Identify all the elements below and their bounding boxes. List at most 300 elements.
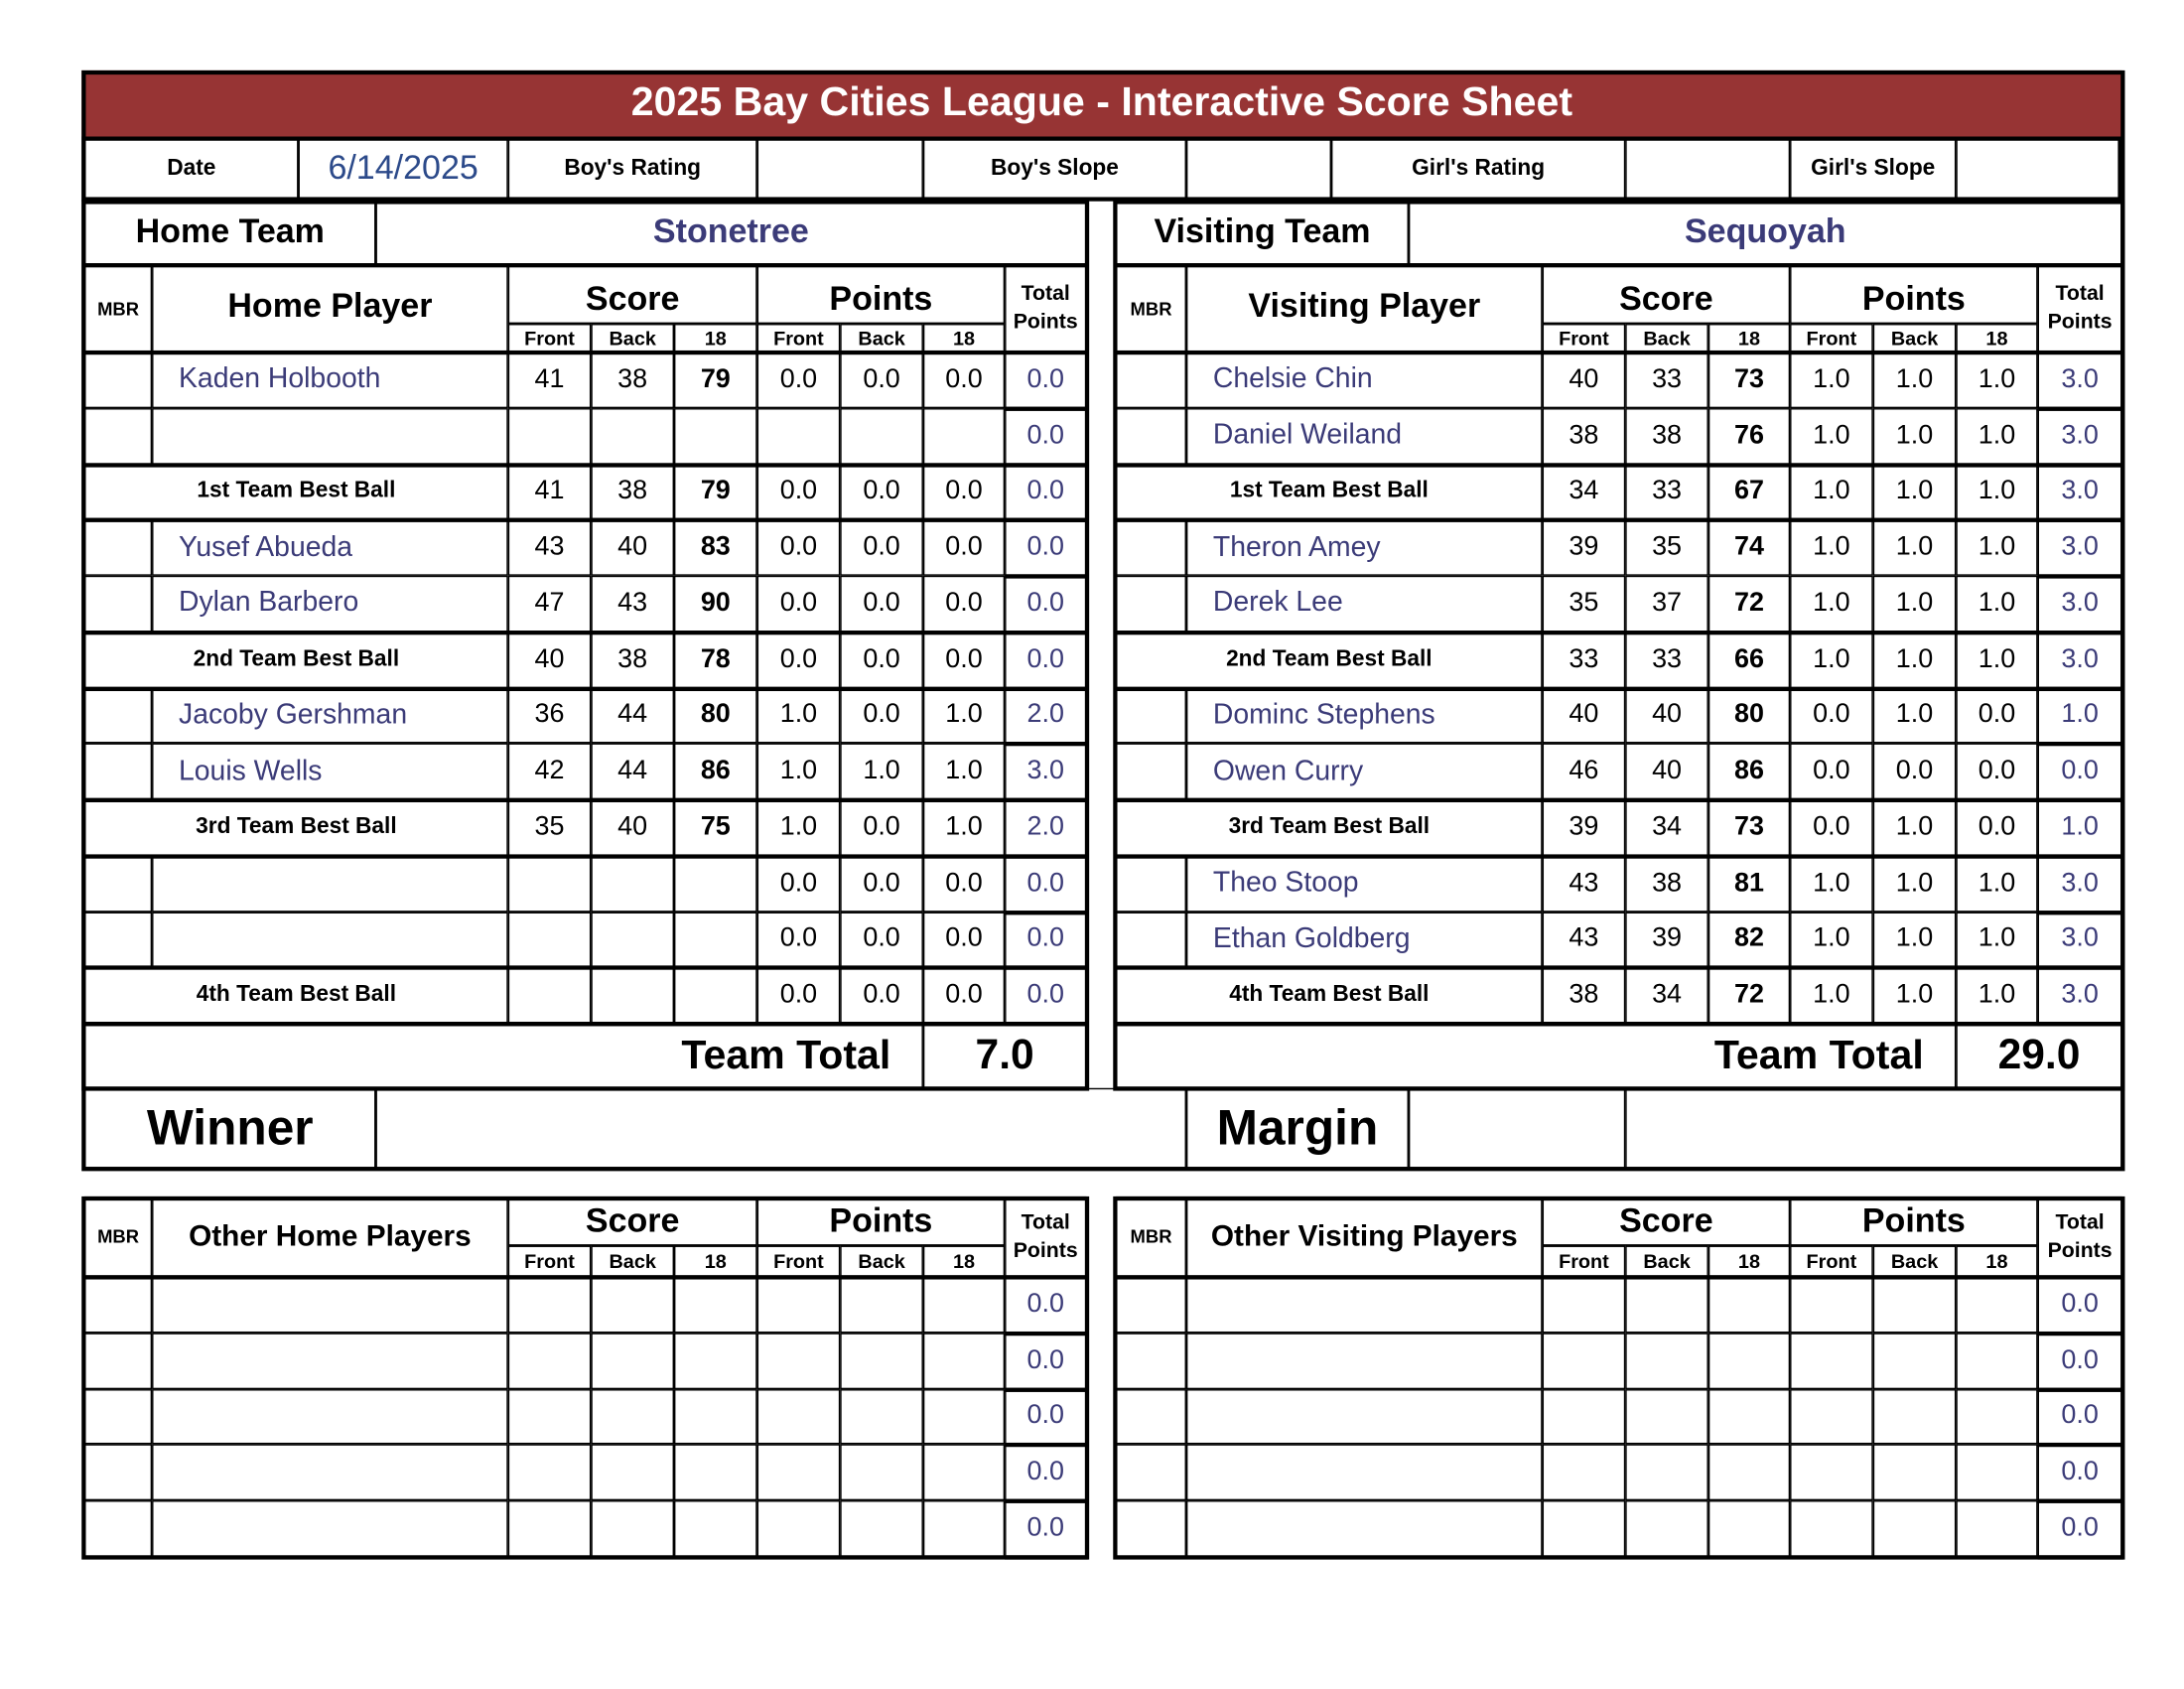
home-pf-cell: 0.0 — [757, 519, 841, 575]
other_home-score-cell — [840, 1277, 923, 1333]
visiting-sub-header-eighteen: 18 — [1708, 324, 1790, 352]
home-p18-cell: 0.0 — [923, 967, 1005, 1023]
visiting-player-name[interactable]: Ethan Goldberg — [1186, 912, 1543, 967]
other_visiting-total-points-cell: 0.0 — [2038, 1277, 2122, 1333]
home-pb-cell: 0.0 — [840, 912, 923, 967]
home-pf-cell: 1.0 — [757, 799, 841, 855]
other_home-total-points-header — [1005, 1196, 1086, 1277]
visiting-pb-cell: 1.0 — [1873, 856, 1957, 912]
other_visiting-player-name[interactable] — [1186, 1389, 1543, 1445]
margin-field[interactable] — [1409, 1088, 1625, 1169]
visiting-back-cell[interactable]: 38 — [1625, 408, 1708, 464]
visiting-pf-cell: 1.0 — [1790, 519, 1873, 575]
visiting-player-name[interactable]: Owen Curry — [1186, 744, 1543, 799]
visiting-score-header: Score — [1543, 264, 1790, 324]
visiting-front-cell[interactable]: 38 — [1543, 967, 1626, 1023]
home-pf-cell: 0.0 — [757, 967, 841, 1023]
visiting-team-best-ball-label: 1st Team Best Ball — [1116, 464, 1543, 519]
home-pf-cell: 0.0 — [757, 912, 841, 967]
home-p18-cell: 1.0 — [923, 799, 1005, 855]
visiting-pb-cell: 1.0 — [1873, 464, 1957, 519]
other_home-score-cell — [923, 1277, 1005, 1333]
other_home-points-header: Points — [757, 1196, 1005, 1246]
visiting-team-total-value: 29.0 — [1956, 1024, 2121, 1088]
home-player-name[interactable]: Louis Wells — [152, 744, 508, 799]
other_visiting-sub-header-back: Back — [1873, 1246, 1957, 1277]
home-t18-cell: 83 — [674, 519, 757, 575]
home-front-cell[interactable]: 35 — [508, 799, 592, 855]
visiting-total-points-cell: 1.0 — [2038, 687, 2122, 743]
other_visiting-score-cell — [1873, 1445, 1957, 1500]
visiting-mbr-cell[interactable] — [1116, 912, 1186, 967]
total-points-header-line: Points — [1013, 309, 1078, 334]
winner-field[interactable] — [375, 1088, 1185, 1169]
other_home-score-cell — [923, 1333, 1005, 1388]
other_home-score-cell — [840, 1500, 923, 1556]
visiting-pb-cell: 1.0 — [1873, 687, 1957, 743]
visiting-back-cell[interactable]: 40 — [1625, 687, 1708, 743]
home-back-cell[interactable] — [591, 967, 674, 1023]
other_visiting-score-cell[interactable] — [1625, 1445, 1708, 1500]
boys-slope-field[interactable] — [1186, 137, 1331, 201]
other_home-mbr-cell[interactable] — [84, 1445, 152, 1500]
other_home-score-cell — [674, 1445, 757, 1500]
other_visiting-mbr-header: MBR — [1116, 1196, 1186, 1277]
home-player-name[interactable] — [152, 408, 508, 464]
other_home-score-cell — [674, 1277, 757, 1333]
home-back-cell[interactable]: 43 — [591, 576, 674, 632]
home-t18-cell — [674, 408, 757, 464]
boys-rating-label: Boy's Rating — [508, 137, 757, 201]
visiting-player-name[interactable]: Daniel Weiland — [1186, 408, 1543, 464]
visiting-sub-header-eighteen: 18 — [1956, 324, 2037, 352]
visiting-pb-cell: 1.0 — [1873, 408, 1957, 464]
visiting-pf-cell: 1.0 — [1790, 967, 1873, 1023]
home-player-name[interactable]: Dylan Barbero — [152, 576, 508, 632]
other_visiting-score-cell — [1873, 1500, 1957, 1556]
home-mbr-header: MBR — [84, 264, 152, 352]
other_visiting-total-points-header — [2038, 1196, 2122, 1277]
visiting-p18-cell: 1.0 — [1956, 856, 2037, 912]
winner-label: Winner — [84, 1088, 375, 1169]
home-mbr-cell[interactable] — [84, 856, 152, 912]
visiting-t18-cell: 66 — [1708, 632, 1790, 687]
home-total-points-cell: 2.0 — [1005, 687, 1086, 743]
visiting-pf-cell: 1.0 — [1790, 632, 1873, 687]
home-front-cell[interactable] — [508, 408, 592, 464]
visiting-pb-cell: 1.0 — [1873, 799, 1957, 855]
home-p18-cell: 0.0 — [923, 856, 1005, 912]
other_visiting-score-cell — [1873, 1277, 1957, 1333]
home-pb-cell: 0.0 — [840, 519, 923, 575]
home-team-total-value: 7.0 — [923, 1024, 1086, 1088]
other_visiting-score-cell — [1708, 1445, 1790, 1500]
visiting-front-cell[interactable]: 34 — [1543, 464, 1626, 519]
visiting-mbr-cell[interactable] — [1116, 352, 1186, 407]
visiting-back-cell[interactable]: 37 — [1625, 576, 1708, 632]
other_home-mbr-cell[interactable] — [84, 1500, 152, 1556]
other_home-score-cell — [923, 1445, 1005, 1500]
other_home-mbr-header: MBR — [84, 1196, 152, 1277]
visiting-t18-cell: 80 — [1708, 687, 1790, 743]
visiting-p18-cell: 1.0 — [1956, 352, 2037, 407]
visiting-total-points-cell: 3.0 — [2038, 408, 2122, 464]
other_visiting-score-cell — [1708, 1500, 1790, 1556]
other_home-score-cell[interactable] — [591, 1389, 674, 1445]
visiting-sub-header-front: Front — [1543, 324, 1626, 352]
visiting-mbr-cell[interactable] — [1116, 856, 1186, 912]
home-p18-cell: 0.0 — [923, 352, 1005, 407]
home-back-cell[interactable]: 38 — [591, 352, 674, 407]
home-pf-cell: 0.0 — [757, 464, 841, 519]
home-p18-cell — [923, 408, 1005, 464]
girls-rating-label: Girl's Rating — [1331, 137, 1625, 201]
other_visiting-players-header: Other Visiting Players — [1186, 1196, 1543, 1277]
margin-label: Margin — [1186, 1088, 1409, 1169]
home-front-cell[interactable]: 42 — [508, 744, 592, 799]
visiting-total-points-cell: 3.0 — [2038, 632, 2122, 687]
home-pb-cell: 0.0 — [840, 856, 923, 912]
girls-rating-field[interactable] — [1625, 137, 1790, 201]
visiting-mbr-cell[interactable] — [1116, 408, 1186, 464]
home-score-header: Score — [508, 264, 757, 324]
margin-extra-field[interactable] — [1625, 1088, 2121, 1169]
visiting-back-cell[interactable]: 40 — [1625, 744, 1708, 799]
home-front-cell[interactable]: 40 — [508, 632, 592, 687]
visiting-front-cell[interactable]: 38 — [1543, 408, 1626, 464]
visiting-p18-cell: 0.0 — [1956, 687, 2037, 743]
home-total-points-header — [1005, 264, 1086, 352]
visiting-pb-cell: 1.0 — [1873, 632, 1957, 687]
visiting-back-cell[interactable]: 38 — [1625, 856, 1708, 912]
other_visiting-score-cell — [1873, 1389, 1957, 1445]
home-t18-cell: 75 — [674, 799, 757, 855]
home-player-name[interactable]: Yusef Abueda — [152, 519, 508, 575]
home-team-best-ball-label: 3rd Team Best Ball — [84, 799, 508, 855]
home-t18-cell — [674, 856, 757, 912]
visiting-points-header: Points — [1790, 264, 2037, 324]
other_visiting-mbr-cell[interactable] — [1116, 1389, 1186, 1445]
home-pf-cell: 0.0 — [757, 632, 841, 687]
visiting-pb-cell: 0.0 — [1873, 744, 1957, 799]
other_visiting-score-cell[interactable] — [1625, 1333, 1708, 1388]
other_visiting-player-name[interactable] — [1186, 1333, 1543, 1388]
home-front-cell[interactable] — [508, 912, 592, 967]
visiting-pf-cell: 0.0 — [1790, 744, 1873, 799]
visiting-back-cell[interactable]: 33 — [1625, 352, 1708, 407]
home-mbr-cell[interactable] — [84, 408, 152, 464]
visiting-t18-cell: 81 — [1708, 856, 1790, 912]
home-front-cell[interactable] — [508, 967, 592, 1023]
visiting-sub-header-front: Front — [1790, 324, 1873, 352]
visiting-player-name[interactable]: Derek Lee — [1186, 576, 1543, 632]
home-back-cell[interactable]: 38 — [591, 632, 674, 687]
home-pb-cell: 0.0 — [840, 464, 923, 519]
visiting-front-cell[interactable]: 39 — [1543, 519, 1626, 575]
other_visiting-points-header: Points — [1790, 1196, 2037, 1246]
other_visiting-sub-header-back: Back — [1625, 1246, 1708, 1277]
home-total-points-cell: 2.0 — [1005, 799, 1086, 855]
visiting-player-name[interactable]: Chelsie Chin — [1186, 352, 1543, 407]
other_visiting-mbr-cell[interactable] — [1116, 1500, 1186, 1556]
visiting-t18-cell: 73 — [1708, 352, 1790, 407]
home-pf-cell: 1.0 — [757, 744, 841, 799]
other_visiting-total-points-cell: 0.0 — [2038, 1500, 2122, 1556]
total-points-header-line: Points — [2047, 309, 2113, 334]
home-back-cell[interactable]: 38 — [591, 464, 674, 519]
home-front-cell[interactable]: 36 — [508, 687, 592, 743]
home-p18-cell: 0.0 — [923, 464, 1005, 519]
visiting-pf-cell: 1.0 — [1790, 912, 1873, 967]
home-pb-cell: 0.0 — [840, 799, 923, 855]
other_visiting-mbr-cell[interactable] — [1116, 1277, 1186, 1333]
visiting-mbr-cell[interactable] — [1116, 687, 1186, 743]
home-mbr-cell[interactable] — [84, 744, 152, 799]
other_visiting-score-cell[interactable] — [1543, 1333, 1626, 1388]
other_home-score-cell[interactable] — [508, 1389, 592, 1445]
home-t18-cell: 86 — [674, 744, 757, 799]
home-mbr-cell[interactable] — [84, 519, 152, 575]
other_home-score-cell — [757, 1445, 841, 1500]
other_home-players-header: Other Home Players — [152, 1196, 508, 1277]
visiting-total-points-cell: 3.0 — [2038, 967, 2122, 1023]
home-player-header: Home Player — [152, 264, 508, 352]
other_visiting-player-name[interactable] — [1186, 1277, 1543, 1333]
other_visiting-player-name[interactable] — [1186, 1445, 1543, 1500]
visiting-back-cell[interactable]: 39 — [1625, 912, 1708, 967]
home-t18-cell: 79 — [674, 464, 757, 519]
home-sub-header-back: Back — [840, 324, 923, 352]
other_home-sub-header-front: Front — [508, 1246, 592, 1277]
other_visiting-score-cell — [1956, 1333, 2037, 1388]
total-points-header-line: Total — [1021, 1209, 1070, 1234]
visiting-p18-cell: 1.0 — [1956, 519, 2037, 575]
other_home-player-name[interactable] — [152, 1389, 508, 1445]
visiting-pf-cell: 1.0 — [1790, 352, 1873, 407]
visiting-pf-cell: 1.0 — [1790, 576, 1873, 632]
home-mbr-cell[interactable] — [84, 576, 152, 632]
other_home-score-cell[interactable] — [591, 1277, 674, 1333]
sheet-title: 2025 Bay Cities League - Interactive Score Sheet — [81, 70, 2121, 137]
visiting-pf-cell: 1.0 — [1790, 464, 1873, 519]
visiting-back-cell[interactable]: 33 — [1625, 464, 1708, 519]
home-back-cell[interactable] — [591, 912, 674, 967]
other_visiting-score-cell — [1790, 1445, 1873, 1500]
other_visiting-mbr-cell[interactable] — [1116, 1445, 1186, 1500]
other_home-player-name[interactable] — [152, 1333, 508, 1388]
home-mbr-cell[interactable] — [84, 352, 152, 407]
visiting-pf-cell: 0.0 — [1790, 687, 1873, 743]
other_visiting-score-cell[interactable] — [1543, 1389, 1626, 1445]
other_home-sub-header-back: Back — [591, 1246, 674, 1277]
other_home-score-cell — [757, 1500, 841, 1556]
other_visiting-score-cell — [1708, 1333, 1790, 1388]
other_visiting-mbr-cell[interactable] — [1116, 1333, 1186, 1388]
visiting-back-cell[interactable]: 34 — [1625, 799, 1708, 855]
girls-slope-field[interactable] — [1956, 137, 2121, 201]
home-front-cell[interactable]: 41 — [508, 464, 592, 519]
visiting-team-name[interactable]: Sequoyah — [1409, 200, 2122, 264]
visiting-t18-cell: 72 — [1708, 576, 1790, 632]
other_visiting-sub-header-front: Front — [1790, 1246, 1873, 1277]
other_visiting-sub-header-front: Front — [1543, 1246, 1626, 1277]
other_visiting-total-points-cell: 0.0 — [2038, 1445, 2122, 1500]
visiting-mbr-cell[interactable] — [1116, 744, 1186, 799]
other_home-score-cell[interactable] — [591, 1500, 674, 1556]
visiting-back-cell[interactable]: 33 — [1625, 632, 1708, 687]
visiting-player-name[interactable]: Theron Amey — [1186, 519, 1543, 575]
visiting-back-cell[interactable]: 35 — [1625, 519, 1708, 575]
home-pb-cell: 1.0 — [840, 744, 923, 799]
visiting-team-best-ball-label: 3rd Team Best Ball — [1116, 799, 1543, 855]
home-mbr-cell[interactable] — [84, 912, 152, 967]
other_visiting-score-cell[interactable] — [1625, 1389, 1708, 1445]
home-player-name[interactable]: Jacoby Gershman — [152, 687, 508, 743]
home-total-points-cell: 0.0 — [1005, 352, 1086, 407]
home-team-label: Home Team — [84, 200, 375, 264]
home-total-points-cell: 3.0 — [1005, 744, 1086, 799]
home-t18-cell — [674, 967, 757, 1023]
other_home-score-cell[interactable] — [508, 1500, 592, 1556]
home-front-cell[interactable] — [508, 856, 592, 912]
other_home-sub-header-back: Back — [840, 1246, 923, 1277]
visiting-t18-cell: 76 — [1708, 408, 1790, 464]
home-pb-cell: 0.0 — [840, 352, 923, 407]
date-label: Date — [84, 137, 298, 201]
home-team-name[interactable]: Stonetree — [375, 200, 1086, 264]
home-front-cell[interactable]: 43 — [508, 519, 592, 575]
visiting-back-cell[interactable]: 34 — [1625, 967, 1708, 1023]
home-t18-cell — [674, 912, 757, 967]
home-p18-cell: 0.0 — [923, 576, 1005, 632]
visiting-team-label: Visiting Team — [1116, 200, 1409, 264]
visiting-front-cell[interactable]: 33 — [1543, 632, 1626, 687]
visiting-t18-cell: 82 — [1708, 912, 1790, 967]
visiting-t18-cell: 74 — [1708, 519, 1790, 575]
other_home-score-cell[interactable] — [591, 1333, 674, 1388]
other_home-sub-header-eighteen: 18 — [923, 1246, 1005, 1277]
other_visiting-score-cell[interactable] — [1543, 1500, 1626, 1556]
visiting-front-cell[interactable]: 39 — [1543, 799, 1626, 855]
home-pf-cell — [757, 408, 841, 464]
home-p18-cell: 0.0 — [923, 632, 1005, 687]
visiting-mbr-cell[interactable] — [1116, 519, 1186, 575]
visiting-p18-cell: 1.0 — [1956, 632, 2037, 687]
visiting-sub-header-back: Back — [1873, 324, 1957, 352]
other_home-score-cell[interactable] — [508, 1333, 592, 1388]
visiting-front-cell[interactable]: 46 — [1543, 744, 1626, 799]
home-back-cell[interactable]: 44 — [591, 687, 674, 743]
home-t18-cell: 79 — [674, 352, 757, 407]
home-pb-cell: 0.0 — [840, 687, 923, 743]
other_visiting-sub-header-eighteen: 18 — [1708, 1246, 1790, 1277]
other_home-sub-header-front: Front — [757, 1246, 841, 1277]
home-p18-cell: 0.0 — [923, 519, 1005, 575]
visiting-player-name[interactable]: Dominc Stephens — [1186, 687, 1543, 743]
home-player-name[interactable] — [152, 856, 508, 912]
home-pb-cell: 0.0 — [840, 576, 923, 632]
visiting-total-points-cell: 3.0 — [2038, 856, 2122, 912]
home-total-points-cell: 0.0 — [1005, 576, 1086, 632]
other_visiting-total-points-cell: 0.0 — [2038, 1389, 2122, 1445]
home-total-points-cell: 0.0 — [1005, 632, 1086, 687]
home-back-cell[interactable] — [591, 408, 674, 464]
other_home-player-name[interactable] — [152, 1277, 508, 1333]
other_visiting-score-cell[interactable] — [1543, 1445, 1626, 1500]
home-front-cell[interactable]: 41 — [508, 352, 592, 407]
visiting-pb-cell: 1.0 — [1873, 912, 1957, 967]
other_home-score-cell — [757, 1277, 841, 1333]
other_visiting-score-header: Score — [1543, 1196, 1790, 1246]
other_home-total-points-cell: 0.0 — [1005, 1333, 1086, 1388]
home-back-cell[interactable]: 40 — [591, 519, 674, 575]
other_visiting-score-cell[interactable] — [1625, 1500, 1708, 1556]
other_home-score-cell — [840, 1445, 923, 1500]
home-sub-header-back: Back — [591, 324, 674, 352]
visiting-front-cell[interactable]: 43 — [1543, 856, 1626, 912]
home-back-cell[interactable]: 44 — [591, 744, 674, 799]
visiting-front-cell[interactable]: 35 — [1543, 576, 1626, 632]
home-mbr-cell[interactable] — [84, 687, 152, 743]
visiting-pf-cell: 1.0 — [1790, 408, 1873, 464]
home-pf-cell: 0.0 — [757, 856, 841, 912]
home-back-cell[interactable]: 40 — [591, 799, 674, 855]
other_home-score-cell — [674, 1333, 757, 1388]
other_home-score-cell[interactable] — [508, 1277, 592, 1333]
boys-rating-field[interactable] — [757, 137, 923, 201]
visiting-player-name[interactable]: Theo Stoop — [1186, 856, 1543, 912]
home-player-name[interactable] — [152, 912, 508, 967]
visiting-front-cell[interactable]: 40 — [1543, 687, 1626, 743]
other_visiting-score-cell[interactable] — [1543, 1277, 1626, 1333]
home-pf-cell: 1.0 — [757, 687, 841, 743]
visiting-total-points-header — [2038, 264, 2122, 352]
other_home-mbr-cell[interactable] — [84, 1389, 152, 1445]
home-pb-cell: 0.0 — [840, 967, 923, 1023]
other_home-score-cell[interactable] — [591, 1445, 674, 1500]
other_home-player-name[interactable] — [152, 1445, 508, 1500]
home-front-cell[interactable]: 47 — [508, 576, 592, 632]
other_home-mbr-cell[interactable] — [84, 1333, 152, 1388]
home-pb-cell: 0.0 — [840, 632, 923, 687]
other_visiting-player-name[interactable] — [1186, 1500, 1543, 1556]
other_home-score-cell — [674, 1500, 757, 1556]
other_home-score-cell — [923, 1500, 1005, 1556]
visiting-mbr-cell[interactable] — [1116, 576, 1186, 632]
home-player-name[interactable]: Kaden Holbooth — [152, 352, 508, 407]
other_visiting-score-cell — [1956, 1445, 2037, 1500]
total-points-header-line: Points — [2047, 1237, 2113, 1262]
home-t18-cell: 90 — [674, 576, 757, 632]
other_home-mbr-cell[interactable] — [84, 1277, 152, 1333]
other_visiting-total-points-cell: 0.0 — [2038, 1333, 2122, 1388]
other_visiting-score-cell — [1956, 1389, 2037, 1445]
other_visiting-score-cell[interactable] — [1625, 1277, 1708, 1333]
home-back-cell[interactable] — [591, 856, 674, 912]
visiting-team-best-ball-label: 2nd Team Best Ball — [1116, 632, 1543, 687]
girls-slope-label: Girl's Slope — [1790, 137, 1956, 201]
visiting-team-best-ball-label: 4th Team Best Ball — [1116, 967, 1543, 1023]
other_home-player-name[interactable] — [152, 1500, 508, 1556]
visiting-front-cell[interactable]: 40 — [1543, 352, 1626, 407]
home-sub-header-eighteen: 18 — [923, 324, 1005, 352]
visiting-front-cell[interactable]: 43 — [1543, 912, 1626, 967]
other_home-score-header: Score — [508, 1196, 757, 1246]
other_home-score-cell[interactable] — [508, 1445, 592, 1500]
visiting-p18-cell: 1.0 — [1956, 576, 2037, 632]
date-field[interactable]: 6/14/2025 — [299, 137, 508, 201]
visiting-total-points-cell: 3.0 — [2038, 912, 2122, 967]
